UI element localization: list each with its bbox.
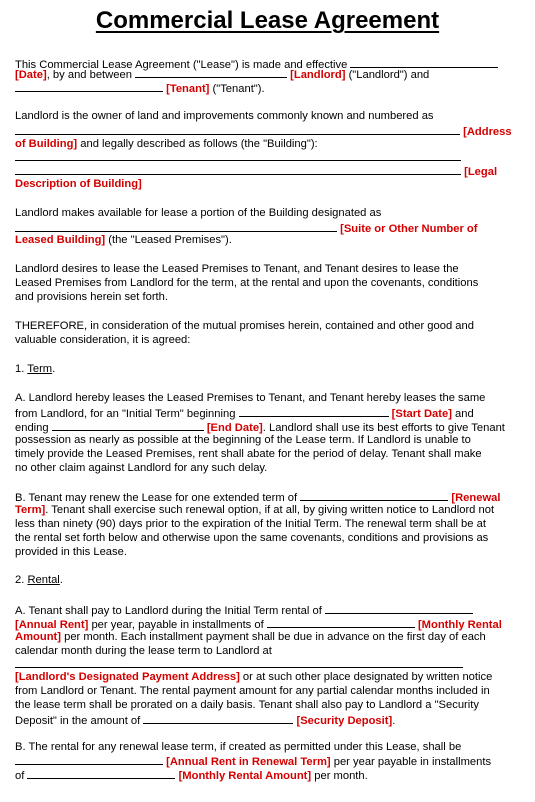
text-fragment: This Commercial Lease Agreement ("Lease") is made and effective [15,59,348,71]
text-fragment: possession as nearly as possible at the beginning of the Lease term. If Landlord is unable to [15,434,471,446]
renewal-installment-blank[interactable] [27,767,175,779]
therefore-line-1 [15,319,474,333]
security-deposit-placeholder: [Security Deposit] [296,715,393,727]
renewal-rent-blank[interactable] [15,753,163,765]
start-date-placeholder: [Start Date] [391,408,452,420]
legal-placeholder: [Legal [464,166,498,178]
text-fragment: Description of Building] [15,178,142,190]
text-fragment: Leased Building] [15,234,106,246]
text-fragment: Landlord makes available for lease a portion of the Building designated as [15,207,382,219]
suite-number-blank[interactable] [15,220,337,232]
text-fragment: . Landlord shall use its best efforts to give Tenant [262,422,505,434]
initial-rental-blank[interactable] [325,602,473,614]
document-title [0,6,535,36]
landlord-name-blank[interactable] [135,66,287,78]
annual-renewal-rent-placeholder: [Annual Rent in Renewal Term] [166,756,331,768]
rental-b-line-3 [15,767,368,783]
text-fragment: or at such other place designated by written notice [242,671,493,683]
security-deposit-blank[interactable] [143,712,293,724]
tenant-name-blank[interactable] [15,80,163,92]
tenant-placeholder: [Tenant] [166,83,210,95]
legal-description-blank-2[interactable] [15,163,461,175]
text-fragment: of [15,770,25,782]
text-fragment: , by and between [46,69,132,81]
text-fragment: less than ninety (90) days prior to the expiration of the Initial Term. The renewal term shall be at [15,518,486,530]
text-fragment: from Landlord, for an "Initial Term" beginning [15,408,236,420]
text-fragment: per year, payable in installments of [91,619,264,631]
text-fragment: . [392,715,396,727]
end-date-blank[interactable] [52,419,204,431]
text-fragment: A. Tenant shall pay to Landlord during the Initial Term rental of [15,605,322,617]
text-fragment: Deposit" in the amount of [15,715,141,727]
term-a-line-1 [15,391,485,405]
term-a-line-4 [15,433,471,447]
text-fragment: THEREFORE, in consideration of the mutual promises herein, contained and other good and [15,320,474,332]
term-b-line-3 [15,517,486,531]
text-fragment: Term] [15,504,46,516]
rental-a-line-8 [15,698,479,712]
rental-a-line-6 [15,670,492,684]
text-fragment: from Landlord or Tenant. The rental payment amount for any partial calendar months included in [15,685,490,697]
payment-address-blank[interactable] [15,656,463,668]
text-fragment: Leased Premises from Landlord for the term, at the rental and upon the covenants, conditions [15,277,479,289]
text-fragment: provided in this Lease. [15,546,127,558]
term-b-line-2 [15,503,494,517]
rental-a-line-7 [15,684,490,698]
text-fragment: B. The rental for any renewal lease term, if created as permitted under this Lease, shall be [15,741,462,753]
premises-line-1 [15,206,381,220]
text-fragment: Commercial Lease Agreement [95,7,440,34]
text-fragment: Term [27,363,53,375]
rental-a-line-3 [15,630,486,644]
text-fragment: no other claim against Landlord for any such delay. [15,462,268,474]
text-fragment: ("Tenant"). [212,83,265,95]
desire-line-3 [15,290,168,304]
building-line-6 [15,177,142,191]
text-fragment: Landlord is the owner of land and improvements commonly known and numbered as [15,110,434,122]
text-fragment: the lease term shall be prorated on a daily basis. Tenant shall also pay to Landlord a "Security [15,699,479,711]
text-fragment: and [455,408,474,420]
monthly-rental-placeholder: [Monthly Rental [417,619,502,631]
rental-heading [15,573,63,587]
building-line-1 [15,109,434,123]
term-b-line-5 [15,545,127,559]
legal-description-blank-1[interactable] [15,149,461,161]
therefore-line-2 [15,333,190,347]
text-fragment: 1. [15,363,25,375]
text-fragment: B. Tenant may renew the Lease for one extended term of [15,492,298,504]
text-fragment: ("Landlord") and [348,69,430,81]
end-date-placeholder: [End Date] [206,422,263,434]
text-fragment: per month. Each installment payment shall be due in advance on the first day of each [64,631,486,643]
text-fragment: of Building] [15,138,78,150]
suite-placeholder: [Suite or Other Number of [340,223,478,235]
renewal-placeholder: [Renewal [451,492,501,504]
text-fragment: . [52,363,56,375]
text-fragment: per month. [314,770,368,782]
monthly-renewal-placeholder: [Monthly Rental Amount] [178,770,312,782]
text-fragment: Landlord desires to lease the Leased Premises to Tenant, and Tenant desires to lease the [15,263,459,275]
text-fragment: ending [15,422,49,434]
text-fragment: (the "Leased Premises"). [108,234,232,246]
text-fragment: . [59,574,63,586]
installment-blank[interactable] [267,616,415,628]
payment-address-placeholder: [Landlord's Designated Payment Address] [15,671,240,683]
term-a-line-5 [15,447,482,461]
text-fragment: and provisions herein set forth. [15,291,168,303]
text-fragment: A. Landlord hereby leases the Leased Premises to Tenant, and Tenant hereby leases the same [15,392,486,404]
text-fragment: per year payable in installments [333,756,492,768]
text-fragment: 2. [15,574,25,586]
rental-a-line-9 [15,712,395,728]
text-fragment: timely provide the Leased Premises, rent shall abate for the period of delay. Tenant shall make [15,448,482,460]
text-fragment: and legally described as follows (the "Building"): [80,138,318,150]
text-fragment: Rental [27,574,60,586]
date-placeholder: [Date] [15,69,47,81]
building-address-blank[interactable] [15,123,460,135]
intro-line-3 [15,80,265,96]
landlord-placeholder: [Landlord] [290,69,346,81]
term-b-line-4 [15,531,488,545]
text-fragment: calendar month during the lease term to Landlord at [15,645,272,657]
term-a-line-6 [15,461,267,475]
start-date-blank[interactable] [239,405,389,417]
text-fragment: . Tenant shall exercise such renewal option, if at all, by giving written notice to Landlord not [45,504,495,516]
text-fragment: Amount] [15,631,61,643]
address-placeholder: [Address [463,126,512,138]
desire-line-2 [15,276,478,290]
rental-b-line-1 [15,740,461,754]
text-fragment: valuable consideration, it is agreed: [15,334,191,346]
annual-rent-placeholder: [Annual Rent] [15,619,89,631]
renewal-term-blank[interactable] [300,489,448,501]
text-fragment: the rental set forth below and otherwise upon the same covenants, conditions and provisions as [15,532,489,544]
premises-line-3 [15,233,232,247]
desire-line-1 [15,262,459,276]
term-heading [15,362,55,376]
